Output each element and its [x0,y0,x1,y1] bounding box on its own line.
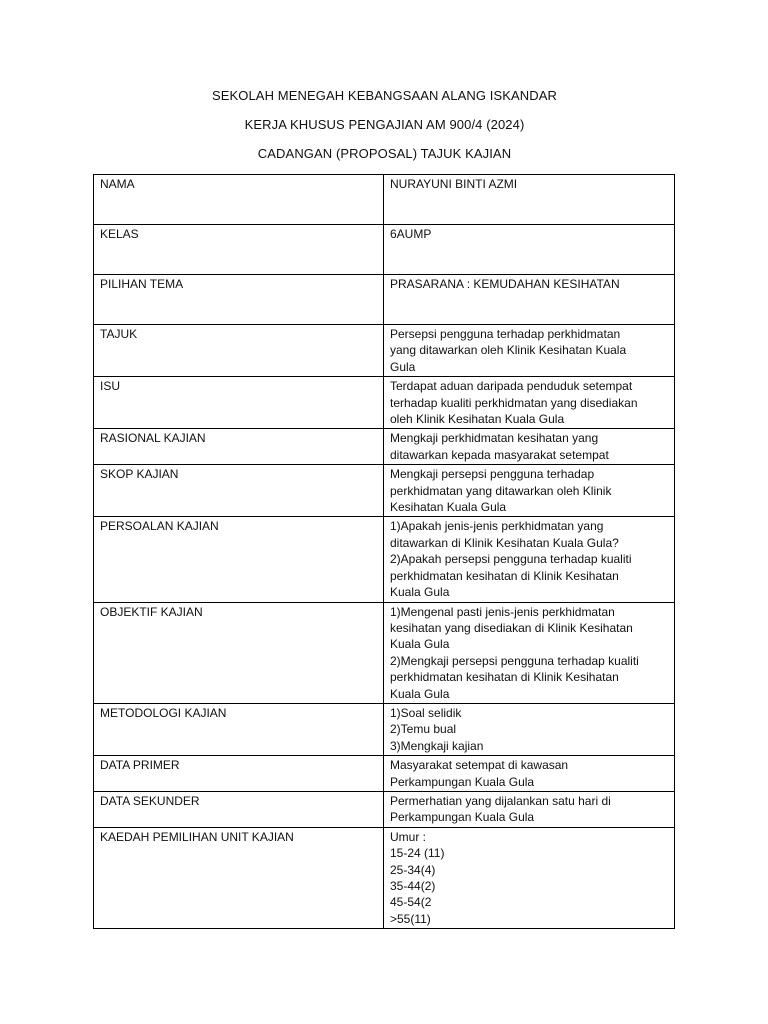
row-value [384,275,675,325]
row-label: OBJEKTIF KAJIAN [94,602,384,703]
table-row [94,827,675,928]
table-row [94,517,675,602]
row-value [384,602,675,703]
row-value-line: terhadap kualiti perkhidmatan yang disediakan [390,395,638,410]
row-value-line: 6AUMP [390,227,432,241]
row-value-line: 45-54(2 [390,895,432,910]
document-heading [94,88,675,175]
row-value [384,325,675,377]
table-row [94,791,675,827]
row-value-line: Kuala Gula [390,585,450,600]
row-value-line: perkhidmatan kesihatan di Klinik Kesihatan [390,670,619,685]
row-value [384,175,675,225]
school-name: SEKOLAH MENEGAH KEBANGSAAN ALANG ISKANDAR [211,88,558,103]
row-value-line: perkhidmatan kesihatan di Klinik Kesihatan [390,568,619,583]
row-value [384,465,675,517]
table-row [94,465,675,517]
row-label: TAJUK [94,325,384,377]
proposal-title: CADANGAN (PROPOSAL) TAJUK KAJIAN [257,146,512,161]
row-value-line: 1)Mengenal pasti jenis-jenis perkhidmatan [390,604,615,619]
table-row [94,175,675,225]
row-value-line: Kuala Gula [390,686,450,701]
row-label: METODOLOGI KAJIAN [94,703,384,755]
row-value-line: 3)Mengkaji kajian [390,738,484,753]
row-label: PERSOALAN KAJIAN [94,517,384,602]
row-value-line: Terdapat aduan daripada penduduk setempat [390,379,633,394]
row-label: DATA SEKUNDER [94,791,384,827]
row-label: KELAS [94,225,384,275]
row-value-line: perkhidmatan yang ditawarkan oleh Klinik [390,483,612,498]
coursework-title: KERJA KHUSUS PENGAJIAN AM 900/4 (2024) [244,117,525,132]
row-value-line: >55(11) [390,911,431,926]
table-row [94,756,675,792]
row-value-line: oleh Klinik Kesihatan Kuala Gula [390,412,565,427]
row-value [384,429,675,465]
row-value-line: Masyarakat setempat di kawasan [390,758,569,773]
row-value [384,791,675,827]
row-value-line: 25-34(4) [390,862,436,877]
row-value-line: Kuala Gula [390,637,450,652]
row-value-line: 15-24 (11) [390,846,445,861]
row-value-line: yang ditawarkan oleh Klinik Kesihatan Kuala [390,343,627,358]
row-value-line: ditawarkan di Klinik Kesihatan Kuala Gula? [390,535,619,550]
row-value-line: 1)Apakah jenis-jenis perkhidmatan yang [390,519,604,534]
row-value-line: Persepsi pengguna terhadap perkhidmatan [390,327,621,341]
row-value-line: Kesihatan Kuala Gula [390,500,507,515]
table-row [94,325,675,377]
row-value-line: Umur : [390,829,426,844]
row-value-line: ditawarkan kepada masyarakat setempat [390,447,609,462]
row-value-line: 2)Apakah persepsi pengguna terhadap kualiti [390,552,632,567]
row-value-line: Mengkaji persepsi pengguna terhadap [390,467,595,482]
row-label: KAEDAH PEMILIHAN UNIT KAJIAN [94,827,384,928]
row-label: ISU [94,377,384,429]
row-value [384,517,675,602]
proposal-table-body [94,175,675,929]
row-label: RASIONAL KAJIAN [94,429,384,465]
row-label: PILIHAN TEMA [94,275,384,325]
table-row [94,275,675,325]
row-value-line: 1)Soal selidik [390,705,462,720]
row-value [384,703,675,755]
row-value [384,827,675,928]
row-value-line: PRASARANA : KEMUDAHAN KESIHATAN [390,277,620,291]
row-value-line: Perkampungan Kuala Gula [390,774,535,789]
table-row [94,225,675,275]
row-value-line: NURAYUNI BINTI AZMI [390,177,518,191]
table-row [94,429,675,465]
row-value [384,225,675,275]
table-row [94,602,675,703]
row-label: NAMA [94,175,384,225]
row-value-line: 35-44(2) [390,879,436,893]
row-value-line: 2)Mengkaji persepsi pengguna terhadap kualiti [390,653,639,668]
row-label: SKOP KAJIAN [94,465,384,517]
row-value [384,756,675,792]
table-row [94,377,675,429]
row-value-line: kesihatan yang disediakan di Klinik Kesihatan [390,620,633,635]
proposal-table [93,174,675,929]
table-row [94,703,675,755]
row-value-line: Perkampungan Kuala Gula [390,810,535,825]
row-value-line: 2)Temu bual [390,722,457,737]
row-value-line: Mengkaji perkhidmatan kesihatan yang [390,431,599,446]
row-value-line: Permerhatian yang dijalankan satu hari di [390,793,611,808]
row-value-line: Gula [390,359,416,374]
row-label: DATA PRIMER [94,756,384,792]
row-value [384,377,675,429]
